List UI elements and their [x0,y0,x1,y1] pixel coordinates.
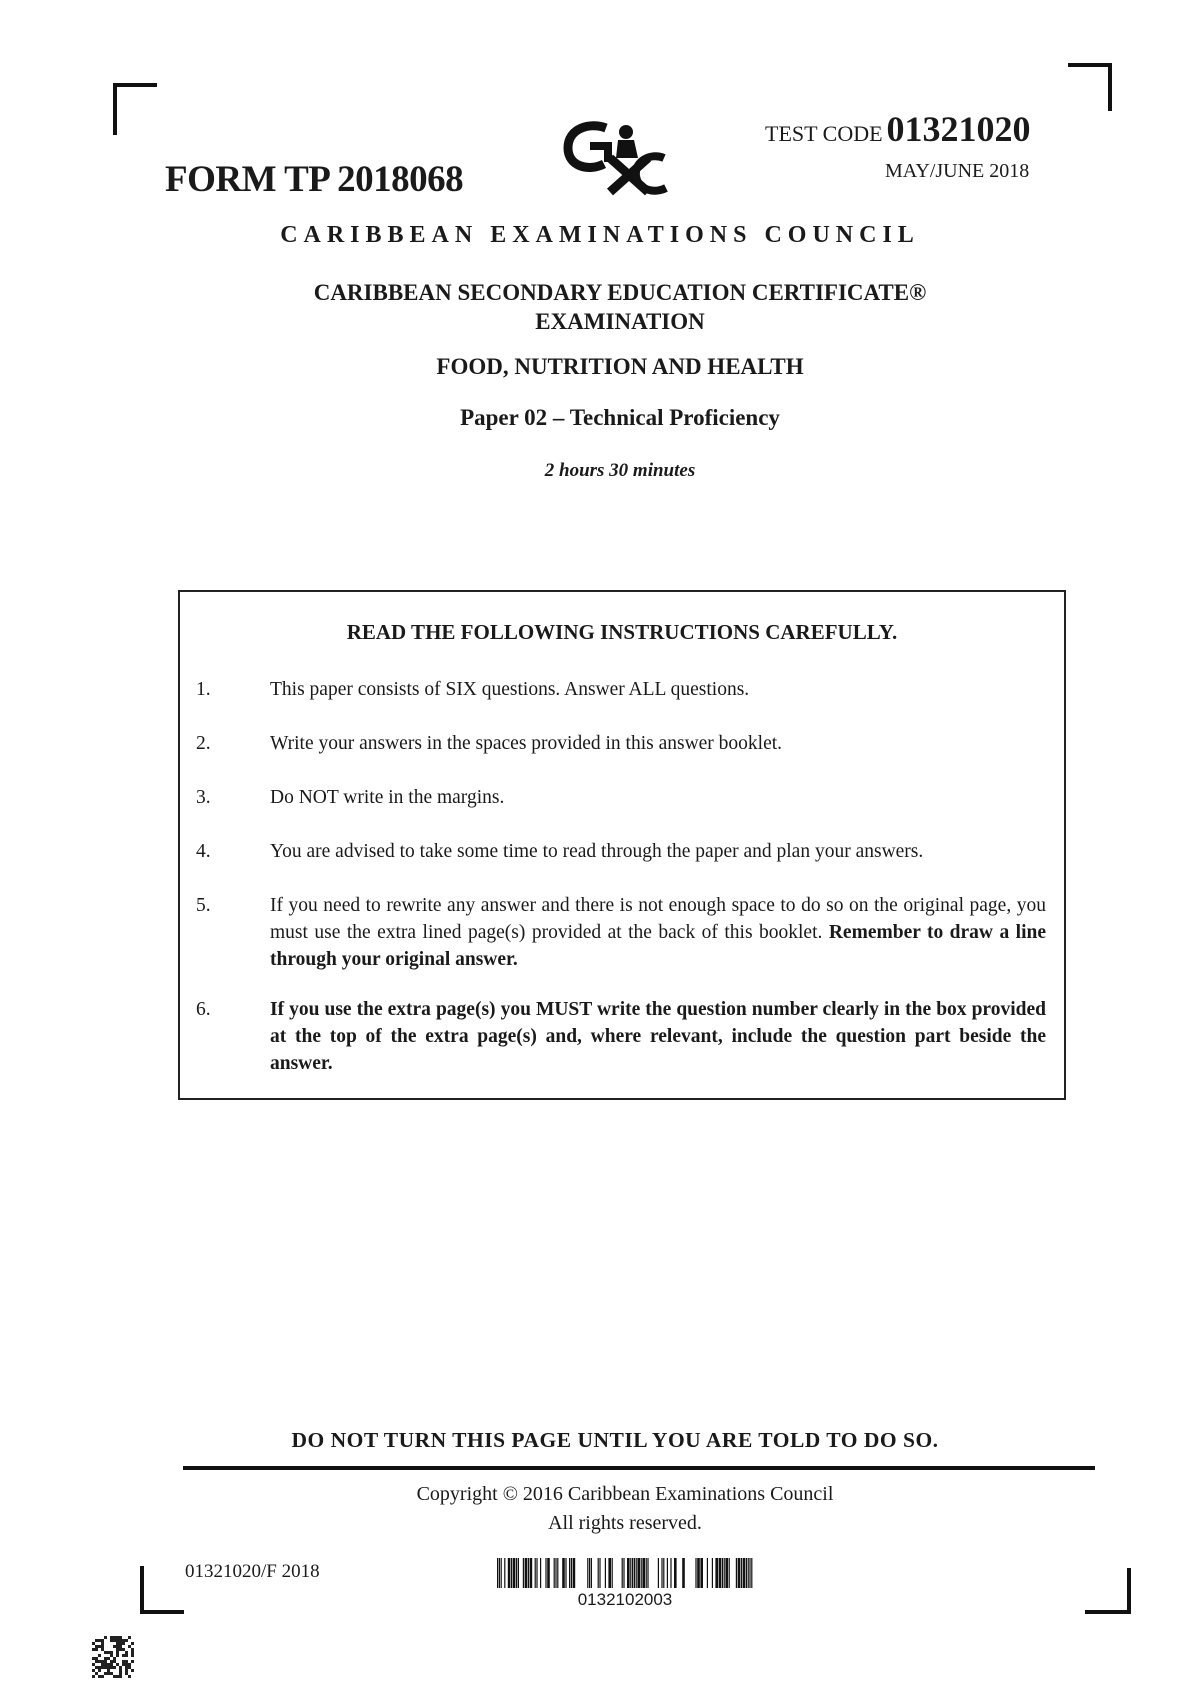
instructions-box [178,590,1066,1100]
corner-mark-top-left [113,83,157,135]
barcode-number: 0132102003 [577,1590,673,1609]
form-tp-number: FORM TP 2018068 [165,159,464,200]
corner-mark-bottom-left [140,1566,184,1614]
council-name: CARIBBEAN EXAMINATIONS COUNCIL [280,222,920,248]
barcode [497,1558,753,1588]
exam-date: MAY/JUNE 2018 [885,160,1030,182]
qr-code [92,1636,134,1678]
instruction-item: 4. You are advised to take some time to read through the paper and plan your answers. [196,841,924,862]
cxc-logo [560,118,670,196]
paper-title: Paper 02 – Technical Proficiency [460,405,780,430]
paper-code: 01321020/F 2018 [185,1561,320,1582]
instructions-heading: READ THE FOLLOWING INSTRUCTIONS CAREFULLY. [346,620,898,644]
footer-divider [183,1466,1095,1470]
instruction-item: 6. If you use the extra page(s) you MUST write the question number clearly in the box provided at the top of the extra page(s) and, where relevant, include the question part beside the answer. [196,999,1046,1074]
instruction-item: 3. Do NOT write in the margins. [196,787,505,808]
subject-title: FOOD, NUTRITION AND HEALTH [436,354,804,379]
do-not-turn-warning: DO NOT TURN THIS PAGE UNTIL YOU ARE TOLD TO DO SO. [291,1428,939,1452]
exam-duration: 2 hours 30 minutes [544,460,696,481]
copyright-notice: Copyright © 2016 Caribbean Examinations Council All rights reserved. [416,1483,834,1534]
test-code-number: 01321020 [886,109,1031,149]
certificate-title: CARIBBEAN SECONDARY EDUCATION CERTIFICATE® EXAMINATION [313,280,927,334]
instruction-item: 2. Write your answers in the spaces provided in this answer booklet. [196,733,783,754]
test-code: TEST CODE 01321020 [765,109,1031,149]
corner-mark-bottom-right [1085,1568,1131,1614]
corner-mark-top-right [1068,63,1112,111]
instruction-item: 1. This paper consists of SIX questions. Answer ALL questions. [196,679,750,700]
instruction-item: 5. If you need to rewrite any answer and there is not enough space to do so on the original page, you must use the extra lined page(s) provided at the back of this booklet. Remember to draw a line through your original answer. [196,895,1047,970]
